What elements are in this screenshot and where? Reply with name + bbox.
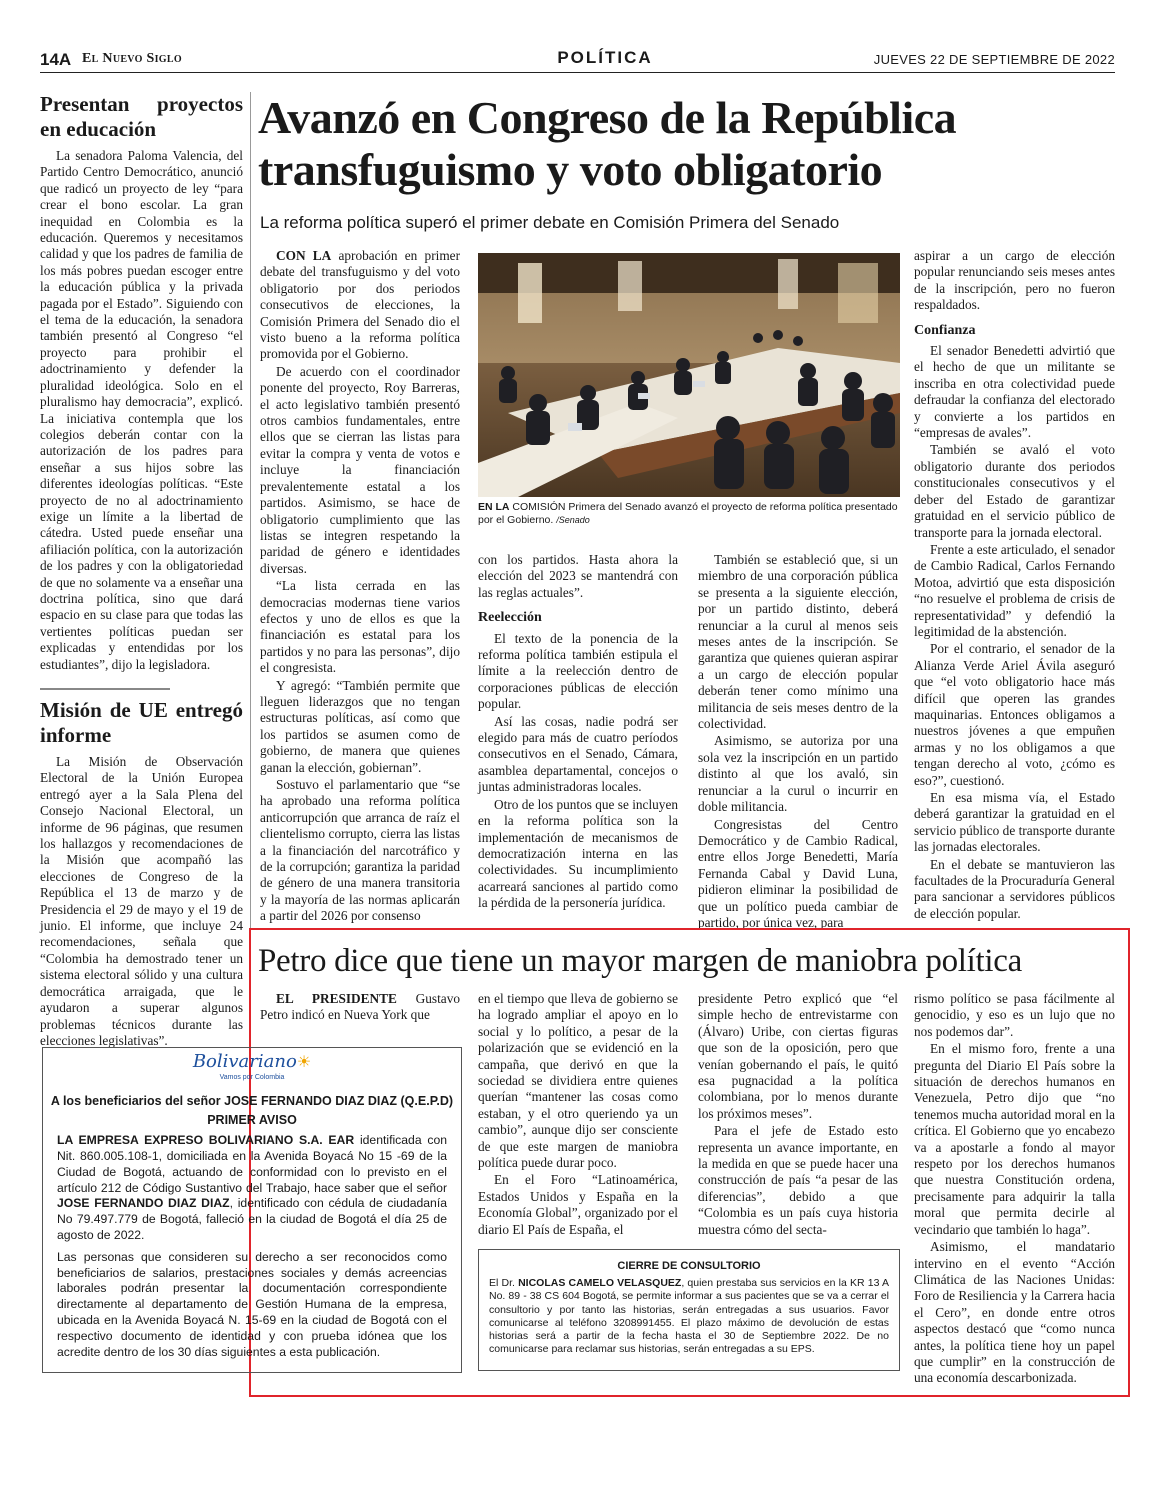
- deceased-name: JOSE FERNANDO DIAZ DIAZ: [57, 1196, 230, 1211]
- paragraph: También se avaló el voto obligatorio durante dos periodos constitucionales consecutivos y el deber del Estado de garantizar gratuidad en el servicio público de transporte para la jornada electoral.: [914, 442, 1115, 540]
- paragraph: Así las cosas, nadie podrá ser elegido para más de cuatro períodos consecutivos en el Senado, Cámara, asamblea departamental, concejos o juntas administradoras locales.: [478, 713, 678, 795]
- paragraph: Para el jefe de Estado esto representa un avance importante, en la medida en que se puede hacer una construcción de país “a pesar de las diferencias”, debido a que “Colombia es un país cuya historia muestra cómo del secta-: [698, 1123, 898, 1237]
- paragraph: En el Foro “Latinoamérica, Estados Unidos y España en la Economía Global”, organizado por el diario El País de España, el: [478, 1172, 678, 1237]
- petro-column-3: [698, 991, 898, 1238]
- logo-text: Bolivariano: [192, 1051, 297, 1072]
- photo-credit: /Senado: [556, 515, 590, 525]
- bolivariano-logo: [43, 1051, 461, 1086]
- caption-text: COMISIÓN Primera del Senado avanzó el proyecto de reforma política presentado por el Gobierno.: [478, 501, 898, 526]
- sidebar-body-ue: La Misión de Observación Electoral de la Unión Europea entregó ayer a la Sala Plena del Consejo Nacional Electoral, un informe de 96 páginas, que resumen los hallazgos y recomendaciones de la Misión que acompañó las elecciones de Congreso de la República el 13 de marzo y de Presidencia el 29 de mayo y el 19 de junio. El informe, que incluye 24 recomendaciones, señala que “Colombia ha demostrado tener un sistema electoral sólido y una cultura democrática arraigada, que le ayudaron a superar algunos problemas técnicos durante las elecciones legislativas”.: [40, 754, 243, 1048]
- paragraph: Por el contrario, el senador de la Alianza Verde Ariel Ávila aseguró que “el voto obligatorio hace más difícil que operen las grandes maquinarias. Entonces obligamos a nuestros jóvenes a que empuñen armas y no los obligamos a que tengan derecho al voto, ¿cómo es eso?”, cuestionó.: [914, 641, 1115, 788]
- sidebar-divider: [40, 688, 170, 690]
- paragraph: presidente Petro explicó que “el simple hecho de entrevistarme con (Álvaro) Uribe, con ciertas figuras que son de la oposición, pero que venían gobernando el país, le quitó esa pugnacidad a la política colombiana, por lo menos durante los próximos meses”.: [698, 991, 898, 1121]
- header-rule: [40, 72, 1115, 73]
- sidebar-headline-education: Presentan proyectos en educación: [40, 92, 243, 141]
- paragraph: De acuerdo con el coordinador ponente del proyecto, Roy Barreras, el acto legislativo también presentó otros cambios fundamentales, entre ellos que se cierran las listas para evitar la compra y venta de votos e incluye la financiación prevalentemente estatal a los partidos. Asimismo, se hace de obligatorio cumplimiento que las listas se integren respetando la paridad de género e identidades diversas.: [260, 363, 460, 576]
- notice-text: El Dr.: [489, 1277, 515, 1290]
- column-rule: [250, 92, 251, 1037]
- paragraph: También se estableció que, si un miembro de una corporación pública se presenta a la siguiente elección, por un partido distinto, deberá renunciar a la curul al menos seis meses antes de la inscripción. Se garantiza que quienes quieran aspirar a un cargo de elección popular deberán tener como mínimo una militancia de seis meses dentro de la colectividad.: [698, 552, 898, 732]
- sidebar-headline-ue: Misión de UE entregó informe: [40, 698, 243, 747]
- lead-in: CON LA: [276, 248, 332, 263]
- main-column-3: [698, 552, 898, 931]
- sidebar-story-education: [40, 92, 243, 673]
- sidebar-story-ue: [40, 698, 243, 1049]
- paragraph: Frente a este articulado, el senador de Cambio Radical, Carlos Fernando Motoa, advirtió que esta disposición “no resuelve el problema de crisis de representatividad” y defendió la legitimidad de la abstención.: [914, 541, 1115, 639]
- main-column-1: [260, 248, 460, 925]
- consultorio-notice: [478, 1249, 900, 1371]
- section-title: POLÍTICA: [557, 48, 653, 67]
- sidebar-body-education: La senadora Paloma Valencia, del Partido Centro Democrático, anunció que radicó un proyecto de ley “para crear el bono escolar. La gran inequidad en Colombia es la educación. Queremos y necesitamos calidad y que los padres de familia de los más pobres puedan escoger entre la educación pública y la privada pagada por el Estado”. Siguiendo con el tema de la educación, la senadora también presentó al Congreso “el proyecto para prohibir el adoctrinamiento y defender la pluralidad ideológica. Solo en el pluralismo hay democracia”, explicó. La iniciativa contempla que los colegios deberán contar con la autorización de los padres para enseñar a sus hijos sobre las diferentes ideologías políticas. “Este proyecto de no al adoctrinamiento exige un límite a la libertad de cátedra. Usted puede enseñar una afiliación política, con la autorización de los padres y con la obligatoriedad de que no solamente va a enseñar una doctrina política, sino que dará espacio en su clase para que todas las vertientes políticas puedan ser explicadas y entendidas por los estudiantes”, dijo la legisladora.: [40, 148, 243, 672]
- page-header: [40, 48, 1115, 70]
- petro-headline: Petro dice que tiene un mayor margen de maniobra política: [258, 943, 1022, 979]
- petro-column-4: [914, 991, 1115, 1387]
- paragraph: Otro de los puntos que se incluyen en la reforma política son la implementación de mecanismos de democratización interna en las colectividades. Su incumplimiento acarreará sanciones al partido como la pérdida de la personería jurídica.: [478, 796, 678, 911]
- paragraph: Gustavo Petro indicó en Nueva York que: [260, 991, 460, 1023]
- paragraph: En el mismo foro, frente a una pregunta del Diario El País sobre la situación de derechos humanos en Venezuela, Petro dijo que “no tenemos mucha autoridad moral en la crítica. El Gobierno que yo encabezo va a apostarle a fondo al mayor respeto por los derechos humanos que nuestra Constitución ordena, precisamente para adquirir la talla moral que permita decirle al vecindario que también lo haga”.: [914, 1041, 1115, 1237]
- paragraph: con los partidos. Hasta ahora la elección del 2023 se mantendrá con las reglas actuales”.: [478, 552, 678, 600]
- paragraph: aspirar a un cargo de elección popular renunciando seis meses antes de la inscripción, pero no fueron respaldados.: [914, 248, 1115, 313]
- main-headline: [258, 92, 1118, 196]
- subhead-confianza: Confianza: [914, 322, 976, 338]
- paragraph: rismo político se pasa fácilmente al genocidio, y eso es un lujo que no nos podemos dar”.: [914, 991, 1115, 1039]
- newspaper-name: El Nuevo Siglo: [82, 51, 182, 66]
- paragraph: El texto de la ponencia de la reforma política también estipula el límite a la reelección dentro de corporaciones públicas de elección popular.: [478, 630, 678, 712]
- caption-lead: EN LA: [478, 501, 510, 513]
- paragraph: En el debate se mantuvieron las facultades de la Procuraduría General para sancionar a servidores públicos de elección popular.: [914, 856, 1115, 921]
- notice-subtitle: PRIMER AVISO: [207, 1113, 297, 1128]
- subhead-reeleccion: Reelección: [478, 610, 542, 626]
- paragraph: aprobación en primer debate del transfuguismo y del voto obligatorio por dos periodos consecutivos de elecciones, la Comisión Primera del Senado dio el visto bueno a la reforma política promovida por el Gobierno.: [260, 248, 461, 362]
- main-headline-line2: transfuguismo y voto obligatorio: [258, 144, 883, 195]
- main-column-4: [914, 248, 1115, 922]
- notice-title: A los beneficiarios del señor JOSE FERNANDO DIAZ DIAZ (Q.E.P.D): [50, 1093, 454, 1108]
- paragraph: “La lista cerrada en las democracias modernas tiene varios efectos y uno de ellos es que la financiación es estatal para los partidos y no para las personas”, dijo el congresista.: [260, 578, 460, 676]
- main-headline-line1: Avanzó en Congreso de la República: [258, 92, 957, 143]
- paragraph: Asimismo, el mandatario intervino en el evento “Acción Climática de las Naciones Unidas: Foro de Resiliencia y la Carrera hacia el Cero”, en donde entre otros aspectos destacó que “como nunca antes, la política tiene hoy un papel que cumplir” en la construcción de una economía descarbonizada.: [914, 1239, 1115, 1386]
- paragraph: Congresistas del Centro Democrático y de Cambio Radical, entre ellos Jorge Benedetti, María Fernanda Cabal y David Luna, pidieron eliminar la posibilidad de que un político pueda cambiar de partido, por única vez, para: [698, 816, 898, 930]
- paragraph: Asimismo, se autoriza por una sola vez la inscripción en un partido distinto al que los avaló, sin renunciar a la curul o incurrir en doble militancia.: [698, 733, 898, 815]
- notice-paragraph-1: [43, 1133, 461, 1244]
- notice-text: , quien prestaba sus servicios en la KR 13 A No. 89 - 38 CS 604 Bogotá, se permite informar a sus pacientes que se va a cerrar el consultorio y por tanto las historias, serán entregadas a sus usuarios. Favor comunicarse al teléfono 3208991455. El plazo máximo de devolución de estas historias será a partir de la fecha hasta el 30 de Septiembre 2022. De no comunicarse para reclamar sus historias, serán entregadas a su EPS.: [489, 1277, 889, 1356]
- page-number: 14A: [40, 50, 72, 69]
- lead-in: EL PRESIDENTE: [276, 991, 397, 1006]
- bolivariano-notice: [42, 1047, 462, 1373]
- sun-icon: ☀: [296, 1054, 312, 1071]
- paragraph: El senador Benedetti advirtió que el hecho de que un militante se inscriba en otra colectividad puede defraudar la confianza del electorado y convierte a los partidos en “empresas de avales”.: [914, 343, 1115, 441]
- notice-title: CIERRE DE CONSULTORIO: [617, 1260, 761, 1272]
- main-column-2: [478, 552, 678, 912]
- notice-text: , identificado con cédula de ciudadanía No 79.497.779 de Bogotá, falleció en la ciudad de Bogotá el día 25 de agosto de 2022.: [57, 1196, 447, 1242]
- logo-tagline: Vamos por Colombia: [219, 1073, 285, 1081]
- notice-text: identificada con Nit. 860.005.108-1, domiciliada en la Avenida Boyacá No 15 -69 de la Ciudad de Bogotá, actuando de conformidad con lo previsto en el artículo 212 de Código Sustantivo del Trabajo, hace saber que el señor: [57, 1133, 448, 1195]
- paragraph: Y agregó: “También permite que lleguen liderazgos que no tengan estructuras políticas, así como que los partidos se asumen como de gobierno, de manera que quienes ganan la elección, gobiernan”.: [260, 677, 460, 775]
- main-deck: La reforma política superó el primer debate en Comisión Primera del Senado: [260, 213, 840, 232]
- notice-paragraph-2: Las personas que consideren su derecho a ser reconocidos como beneficiarios de salarios, prestaciones sociales y demás acreencias laborales podrán presentar la documentación correspondiente directamente al departamento de Gestión Humana de la empresa, ubicada en la Avenida Boyacá N. 15-69 en la ciudad de Bogotá con el respectivo documento de identidad y con prueba idónea que los acredite dentro de los 30 días siguientes a esta publicación.: [57, 1249, 447, 1359]
- senate-commission-photo: [478, 253, 900, 497]
- paragraph: En esa misma vía, el Estado deberá garantizar la gratuidad en el servicio público de transporte durante las jornadas electorales.: [914, 790, 1115, 855]
- company-name: LA EMPRESA EXPRESO BOLIVARIANO S.A. EAR: [57, 1133, 355, 1148]
- paragraph: en el tiempo que lleva de gobierno se ha logrado ampliar el apoyo en lo social y lo político, a pesar de la polarización que se evidenció en la campaña, que derivó en que la sociedad se dividiera entre quienes querían “mantener las cosas como estaban, y el otro queriendo ya un cambio”, aunque dijo ser consciente de que este margen de maniobra política puede durar poco.: [478, 991, 678, 1171]
- paragraph: Sostuvo el parlamentario que “se ha aprobado una reforma política anticorrupción que arranca de raíz el clientelismo corrupto, cierra las listas a la financiación del narcotráfico y de la corrupción; garantiza la paridad de género de una manera transitoria y la mayoría de las normas aplicarán a partir del 2026 por consenso: [260, 777, 460, 924]
- issue-date: JUEVES 22 DE SEPTIEMBRE DE 2022: [873, 52, 1115, 67]
- notice-body: [479, 1277, 899, 1356]
- photo-caption: [478, 501, 898, 527]
- doctor-name: NICOLAS CAMELO VELASQUEZ: [518, 1277, 682, 1290]
- petro-column-1: [260, 991, 460, 1024]
- petro-column-2: [478, 991, 678, 1238]
